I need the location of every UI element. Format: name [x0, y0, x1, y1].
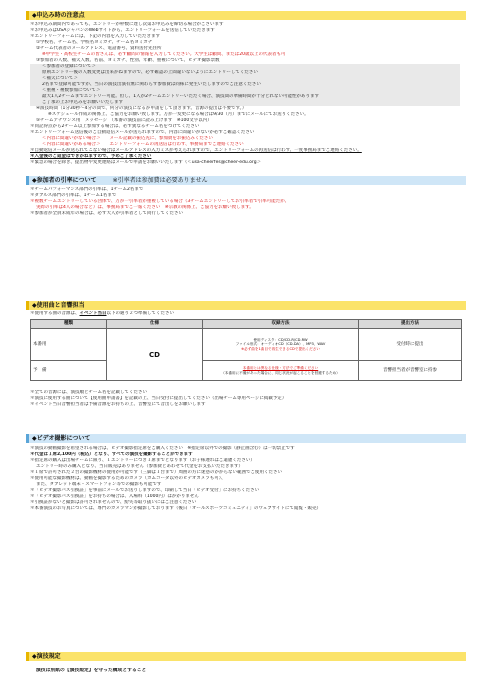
- note-line: ＊使用可能な撮影機材は、動画を撮影するためのカメラ（カムコーダ以外のビデオカメラも可）、: [30, 476, 226, 481]
- method-line: ファイル形式：オーディオCD（CD-DA）、MP3、WAV: [235, 342, 326, 347]
- method-line: 使用ディスク：CD/CD-R/CD-RW: [253, 337, 308, 342]
- method-line: （本番用に不備があった場合に、同じ状況が起こることを回避するため）: [221, 370, 340, 375]
- section-header-music: ◆使用曲と音響担当: [26, 301, 466, 310]
- video-block: [30, 446, 460, 512]
- table-row: [31, 329, 462, 361]
- note-subheading: ＜参加者の登録について＞: [30, 64, 460, 70]
- music-intro-pre: ＊使用する曲の音源は、: [30, 311, 80, 316]
- section-header-video: ◆ビデオ撮影について: [26, 434, 466, 443]
- note-line: ＊代金は１席2,100円（税込）となり、すべての演技を撮影することができます: [30, 452, 193, 457]
- spec-cell: CD: [107, 329, 203, 381]
- note-line: 実際の引率は4人の場合など）は、事務局までご一報ください ※宗教の関係上、ご協力をお願い致します。: [36, 205, 254, 210]
- note-line: 最大1人2チームまでエントリー可能。但し、1人が2チームエントリーいただく場合、演技間の準備時間が十分とれない可能性があります: [30, 94, 460, 100]
- note-line: ＊ダブルス部門の引率は、1チーム1名まで: [30, 193, 117, 198]
- note-line: ＊「ビデオ撮影パス引換証」を事前にメールでお送りしますので、印刷して当日「ビデオ受付」にお持ちください: [30, 488, 260, 493]
- note-line: 2名まで登録可能ですが、当日の演技出演有無に関わらず参加費は同様に発生いたしますのでご注意ください: [30, 82, 460, 88]
- method-line: 本番用とは異なる仕様・方法でご準備ください: [242, 365, 319, 370]
- note-line: ＊イベント当日音響担当者は予備音源をお持ちの上、音響室にて音出しをお願いします: [30, 402, 206, 407]
- note-line: ③参加者の人数、補欠人数、名前、ヨミガナ、性別、年齢、重複について、ビデオ撮影票数: [36, 58, 220, 63]
- note-line: ＊参加者が全員未成年の場合は、必ず大人が引率者として同行してください: [30, 211, 183, 216]
- rules-block: [30, 668, 460, 674]
- note-line: ＊引換証がないと撮影は許可されませんので、紛失等取り扱いにはご注意ください: [30, 500, 197, 505]
- section-header-rules: ◆演技規定: [26, 652, 466, 661]
- note-line: ※スケジュール作成の関係上、ご協力をお願い致します。万が一変更になる場合は9/30（月）までにメールにてお送りください。: [48, 112, 309, 117]
- note-line: ＊全ての音源には、演技順とチーム名を記載してください: [30, 390, 147, 395]
- note-line: 原則エントリー後の人数変更は出来かねますので、必ず確認の上間違いないようにエントリーしてください: [30, 70, 460, 76]
- note-subheading: ＜重複・複数参加について＞: [30, 88, 460, 94]
- advisor-warning: ※中学生・高校生チームの皆さんは、必ず顧問の情報を入力してください。大学生は顧問、または20歳以上の代表者も可: [42, 52, 286, 57]
- submit-cell: 受付時に提出: [359, 329, 462, 361]
- event-day-emphasis: イベント当日: [79, 311, 107, 316]
- no-refund-note: ＊入金後のご返金はできかねますので、予めご了承ください: [30, 154, 152, 159]
- music-table: [30, 319, 462, 381]
- method-cell: [203, 329, 359, 361]
- table-row: [31, 361, 462, 381]
- col-spec: 仕様: [107, 320, 203, 329]
- note-line: ＊本番演技のお写真については、専門のカメラマンが撮影しております（後日「オールスポーツコミュニティ」のウェブサイトにて閲覧・販売）: [30, 506, 321, 511]
- music-intro-post: 以下の通り２つ準備してください: [106, 311, 174, 316]
- note-line: ＊１席で許可された２台の撮影機材の使用が可能です（三脚は１台まで）周囲の方に迷惑のかからない範囲でご使用ください: [30, 470, 282, 475]
- note-line: ＊同記得点から2チーム以上参加する場合は、必ず異なるチーム名をつけてください: [30, 124, 200, 129]
- chaperone-block: [30, 187, 460, 217]
- music-intro: [30, 311, 460, 317]
- note-line: ④演技時間（1分30秒〜4分の間で、何分の演技になるか申請をして頂きます。音源の提出は不要です。）: [36, 106, 247, 111]
- chaperone-title: ◆参加者の引率について: [32, 177, 97, 184]
- note-line: ＊お申込みはUSAジャパンのWebサイトから、エントリーフォームを送信していただきます: [30, 28, 215, 33]
- section-header-chaperone: [26, 176, 466, 185]
- note-line: ＊エントリーフォームには、下記の内容を入力していただきます: [30, 34, 161, 39]
- note-line: ①学校名、チーム名、学校名ヨミガナ、チーム名ヨミガナ: [36, 40, 153, 45]
- col-method: 収録方法: [203, 320, 359, 329]
- note-line: ②チーム代表者のメールアドレス、電話番号、資料送付先住所: [36, 46, 162, 51]
- method-cell: [203, 361, 359, 381]
- section-header-application-notes: ◆申込み時の注意点: [26, 11, 466, 20]
- submit-cell: 音響担当者が音響室に持参: [359, 361, 462, 381]
- table-header-row: [31, 320, 462, 329]
- note-line: ＊複数チームエントリーしている団体で、万が一引率者が重複している場合（3チームエントリーしてお引率者で引率可能だが、: [30, 199, 290, 204]
- application-notes-block: [30, 22, 460, 166]
- contact-email-line[interactable]: ＊緊急の場合を除き、提出物や変更連絡はメールで申請をお願いいたします（＜usa-cheerfes@cheer-edu.org＞: [30, 160, 262, 165]
- music-notes: [30, 390, 460, 408]
- row-type: 本番用: [31, 329, 107, 361]
- note-line: ⑤チームアナウンス用 メッセージ （本番の演技前に読み上げます ※100文字以内）: [36, 118, 212, 123]
- note-line: ＊演技の動画撮影を希望される場合は、ビデオ撮影指定席をご購入ください ※指定席以外での撮影（静止画含む）は一切禁止です: [30, 446, 295, 451]
- note-line: また、タブレット端末・スマートフォン等での撮影も可能です: [36, 482, 162, 487]
- note-line: ＊指定席の購入は出場チームに限り、１エントリーにつき１席までとなります（お子様連れはご遠慮ください）: [30, 458, 255, 463]
- method-warning: ※必ず曲を1曲目で再生できるCDで提出ください: [241, 346, 320, 351]
- note-line: ご了承の上お申込みをお願いいたします: [30, 100, 460, 106]
- note-line: ＊チームパフォーマンス部門の引率は、1チーム2名まで: [30, 187, 144, 192]
- rules-line: 演技は別紙の【演技規定】を守った構成とすること: [36, 668, 147, 673]
- note-line: ＊「ビデオ撮影パス引換証」をお持ちの場合は、入場料（1000円）はかかりません: [30, 494, 199, 499]
- chaperone-note: ※引率者は参加費は必要ありません: [112, 177, 208, 184]
- note-line: ＊演技に使用する曲について【使用曲申請書】を記載の上、当日受付に提出してください（出場チーム専用ページに掲載予定）: [30, 396, 287, 401]
- note-line: ＊お申込み期間内であっても、エントリーが枠数に達し次第お申込みを締切る場合がございます: [30, 22, 224, 27]
- note-subheading: ＜補欠について＞: [30, 76, 460, 82]
- no-error-instruction: ＜内容に間違いがない場合＞ メール記載の振込先に、参加費をお振込みください: [42, 136, 213, 141]
- music-intro-line: [30, 311, 460, 317]
- note-line: ＊エントリーフォーム送信後のご自動返信メールが送られますので、内容に間違いがないか必ずご確認ください: [30, 130, 255, 135]
- col-submit: 提出方法: [359, 320, 462, 329]
- col-type: 種類: [31, 320, 107, 329]
- note-line: エントリー時のみ購入となり、当日販売はありません（参加費とあわせて代金をお支払いただきます）: [36, 464, 243, 469]
- error-instruction: ＜内容に間違いがある場合＞ エントリーフォームの再送信は行わず、事務局までご連絡ください: [42, 142, 244, 147]
- note-line: ＊自動返信メールが送られてこない場合はメールアドレスの入力ミスが考えられますので、エントリーフォームの再送信は行わず、一度事務局までご連絡ください。: [30, 148, 362, 153]
- row-type: 予 備: [31, 361, 107, 381]
